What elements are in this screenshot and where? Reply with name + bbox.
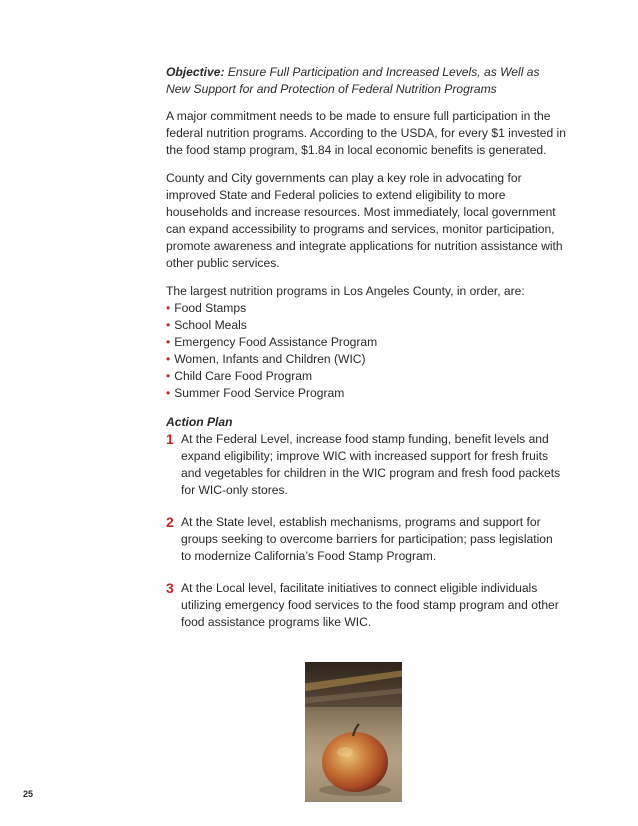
bullet: • [166,318,171,332]
step-text: At the Federal Level, increase food stamp funding, benefit levels and expand eligibility; improve WIC with increased support for fresh fruits and vegetables for children in the WIC program and fresh food packets for WIC-only stores. [181,432,561,497]
step-number: 1 [166,431,174,447]
page-content [166,64,566,646]
list-item-text: Food Stamps [174,301,247,315]
government-role-paragraph: County and City governments can play a key role in advocating for improved State and Federal policies to extend eligibility to more households and increase resources. Most immediately, local government can expand accessibility to programs and services, monitor participation, promote awareness and integrate applications for nutrition assistance with other public services. [166,171,563,270]
apple-illustration [305,662,402,802]
programs-intro-paragraph: The largest nutrition programs in Los Angeles County, in order, are: [166,284,525,298]
bullet: • [166,352,171,366]
bullet: • [166,369,171,383]
step-number: 3 [166,580,174,596]
list-item-text: Summer Food Service Program [174,386,345,400]
list-item [166,317,566,334]
apple-photo [305,662,402,802]
objective-text: Ensure Full Participation and Increased Levels, as Well as New Support for and Protection of Federal Nutrition Programs [166,65,540,96]
bullet: • [166,386,171,400]
list-item-text: Emergency Food Assistance Program [174,335,378,349]
list-item-text: School Meals [174,318,247,332]
action-step [166,431,566,499]
list-item [166,300,566,317]
action-plan-title: Action Plan [166,415,233,429]
list-item [166,351,566,368]
action-step [166,580,566,631]
programs-list [166,300,566,402]
list-item-text: Child Care Food Program [174,369,313,383]
list-item [166,385,566,402]
step-number: 2 [166,514,174,530]
list-item-text: Women, Infants and Children (WIC) [174,352,366,366]
bullet: • [166,301,171,315]
list-item [166,368,566,385]
bullet: • [166,335,171,349]
step-text: At the State level, establish mechanisms, programs and support for groups seeking to overcome barriers for participation; pass legislation to modernize California’s Food Stamp Program. [181,515,553,563]
step-text: At the Local level, facilitate initiatives to connect eligible individuals utilizing emergency food services to the food stamp program and other food assistance programs like WIC. [181,581,559,629]
intro-paragraph: A major commitment needs to be made to ensure full participation in the federal nutrition programs. According to the USDA, for every $1 invested in the food stamp program, $1.84 in local economic benefits is generated. [166,109,566,157]
objective-label: Objective: [166,65,225,79]
list-item [166,334,566,351]
objective [166,64,566,98]
action-step [166,514,566,565]
page-number: 25 [23,789,34,799]
